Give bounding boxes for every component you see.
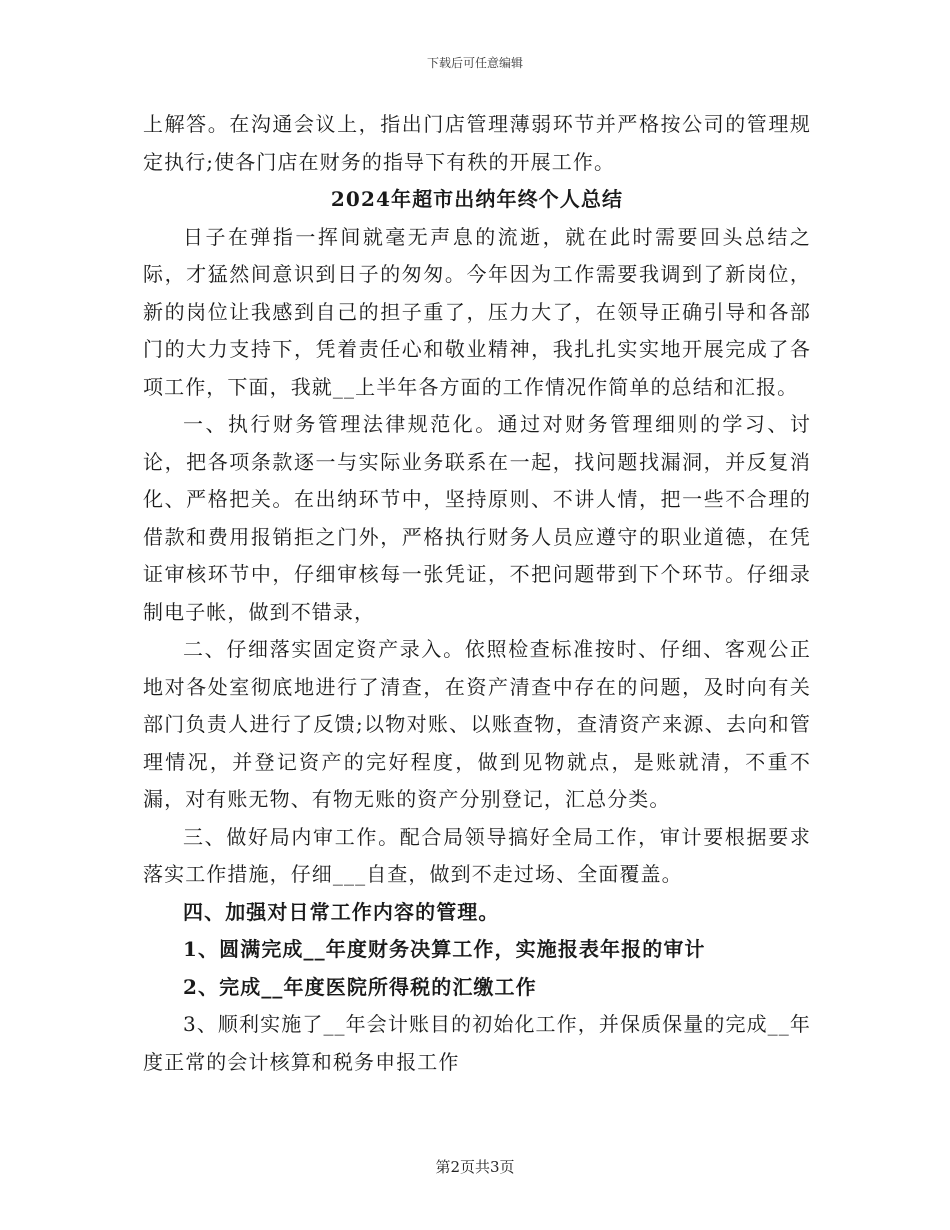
- page-footer-page-number: 第2页共3页: [435, 1158, 515, 1176]
- section-1-paragraph: 一、执行财务管理法律规范化。通过对财务管理细则的学习、讨论，把各项条款逐一与实际业务联系在一起，找问题找漏洞，并反复消化、严格把关。在出纳环节中，坚持原则、不讲人情，把一些不合理的借款和费用报销拒之门外，严格执行财务人员应遵守的职业道德，在凭证审核环节中，仔细审核每一张凭证，不把问题带到下个环节。仔细录制电子帐，做到不错录，: [143, 412, 811, 624]
- section-4-heading: 四、加强对日常工作内容的管理。: [183, 899, 500, 924]
- continuation-paragraph: 上解答。在沟通会议上，指出门店管理薄弱环节并严格按公司的管理规定执行;使各门店在财务的指导下有秩的开展工作。: [143, 112, 811, 174]
- list-item-2: 2、完成__年度医院所得税的汇缴工作: [183, 974, 537, 999]
- document-title: 2024年超市出纳年终个人总结: [330, 187, 624, 211]
- page-header-note: 下载后可任意编辑: [426, 56, 523, 70]
- section-2-paragraph: 二、仔细落实固定资产录入。依照检查标准按时、仔细、客观公正地对各处室彻底地进行了清查，在资产清查中存在的问题，及时向有关部门负责人进行了反馈;以物对账、以账查物，查清资产来源、去向和管理情况，并登记资产的完好程度，做到见物就点，是账就清，不重不漏，对有账无物、有物无账的资产分别登记，汇总分类。: [143, 637, 811, 811]
- document-body: [143, 106, 811, 1081]
- intro-paragraph: 日子在弹指一挥间就毫无声息的流逝，就在此时需要回头总结之际，才猛然间意识到日子的匆匆。今年因为工作需要我调到了新岗位，新的岗位让我感到自己的担子重了，压力大了，在领导正确引导和各部门的大力支持下，凭着责任心和敬业精神，我扎扎实实地开展完成了各项工作，下面，我就__上半年各方面的工作情况作简单的总结和汇报。: [143, 224, 811, 399]
- list-item-1: 1、圆满完成__年度财务决算工作，实施报表年报的审计: [183, 937, 706, 961]
- section-3-paragraph: 三、做好局内审工作。配合局领导搞好全局工作，审计要根据要求落实工作措施，仔细___自查，做到不走过场、全面覆盖。: [143, 824, 811, 886]
- list-item-3: 3、顺利实施了__年会计账目的初始化工作，并保质保量的完成__年度正常的会计核算和税务申报工作: [143, 1012, 811, 1074]
